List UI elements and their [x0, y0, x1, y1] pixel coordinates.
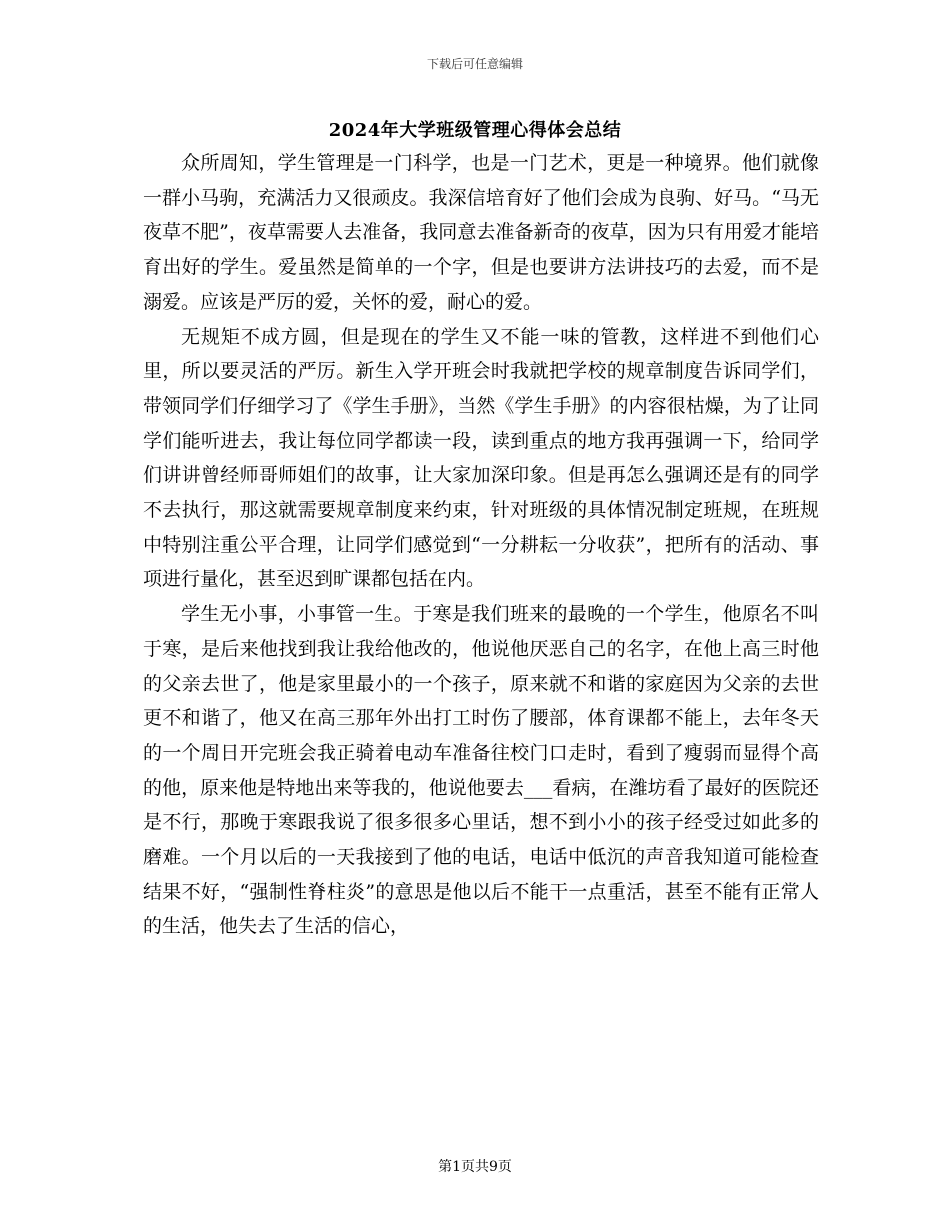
- page-number: 第1页共9页: [438, 1159, 512, 1175]
- document-body: [143, 146, 819, 944]
- paragraph: 无规矩不成方圆，但是现在的学生又不能一味的管教，这样进不到他们心里，所以要灵活的严厉。新生入学开班会时我就把学校的规章制度告诉同学们，带领同学们仔细学习了《学生手册》，当然《学生手册》的内容很枯燥，为了让同学们能听进去，我让每位同学都读一段，读到重点的地方我再强调一下，给同学们讲讲曾经师哥师姐们的故事，让大家加深印象。但是再怎么强调还是有的同学不去执行，那这就需要规章制度来约束，针对班级的具体情况制定班规，在班规中特别注重公平合理，让同学们感觉到“一分耕耘一分收获”，把所有的活动、事项进行量化，甚至迟到旷课都包括在内。: [143, 325, 819, 591]
- paragraph: 众所周知，学生管理是一门科学，也是一门艺术，更是一种境界。他们就像一群小马驹，充满活力又很顽皮。我深信培育好了他们会成为良驹、好马。“马无夜草不肥”，夜草需要人去准备，我同意去准备新奇的夜草，因为只有用爱才能培育出好的学生。爱虽然是简单的一个字，但是也要讲方法讲技巧的去爱，而不是溺爱。应该是严厉的爱，关怀的爱，耐心的爱。: [143, 152, 819, 313]
- document-title: 2024年大学班级管理心得体会总结: [328, 120, 622, 141]
- header-note: 下载后可任意编辑: [426, 57, 523, 71]
- paragraph: 学生无小事，小事管一生。于寒是我们班来的最晚的一个学生，他原名不叫于寒，是后来他找到我让我给他改的，他说他厌恶自己的名字，在他上高三时他的父亲去世了，他是家里最小的一个孩子，原来就不和谐的家庭因为父亲的去世更不和谐了，他又在高三那年外出打工时伤了腰部，体育课都不能上，去年冬天的一个周日开完班会我正骑着电动车准备往校门口走时，看到了瘦弱而显得个高的他，原来他是特地出来等我的，他说他要去___看病，在潍坊看了最好的医院还是不行，那晚于寒跟我说了很多很多心里话，想不到小小的孩子经受过如此多的磨难。一个月以后的一天我接到了他的电话，电话中低沉的声音我知道可能检查结果不好，“强制性脊柱炎”的意思是他以后不能干一点重活，甚至不能有正常人的生活，他失去了生活的信心，: [143, 603, 819, 938]
